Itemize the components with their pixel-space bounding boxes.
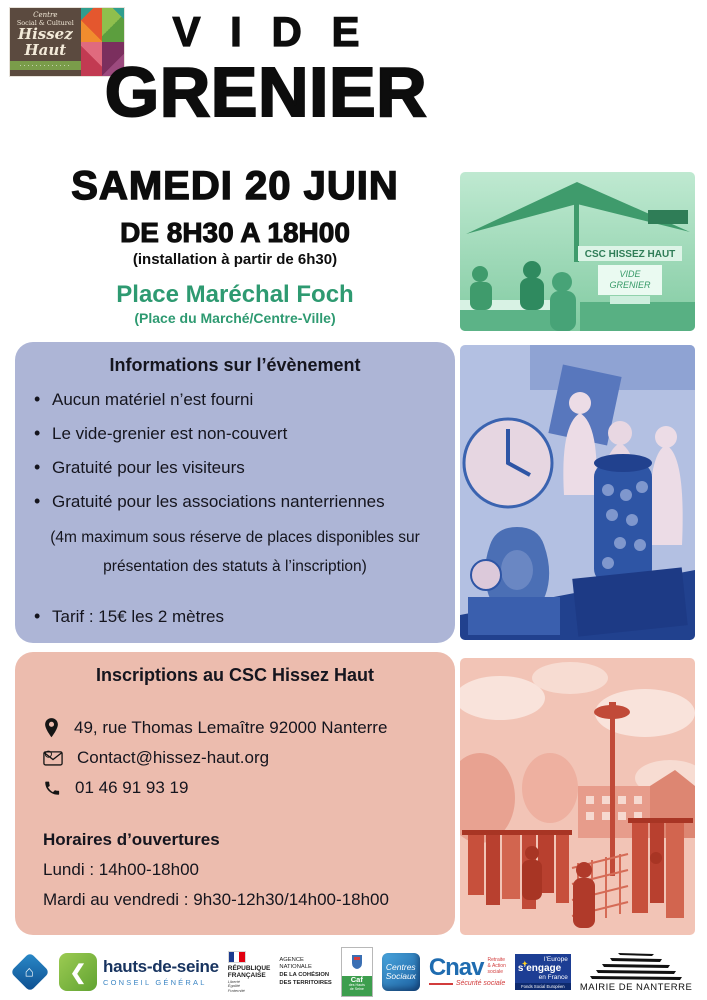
person-head bbox=[650, 852, 662, 864]
dark-box bbox=[572, 567, 687, 636]
person-head bbox=[523, 261, 541, 279]
small-clock bbox=[471, 560, 501, 590]
info-bullet-visiteurs: • Gratuité pour les visiteurs bbox=[15, 458, 443, 478]
clothes-rack-right bbox=[628, 818, 693, 918]
photo-market-red-art bbox=[460, 658, 695, 935]
event-installation-note: (installation à partir de 6h30) bbox=[132, 251, 338, 268]
eu-line2: ✦ s’engage bbox=[518, 963, 568, 974]
rf-motto1: Liberté bbox=[227, 978, 241, 984]
cloud bbox=[532, 662, 608, 694]
person-head bbox=[576, 862, 592, 878]
info-bullet-list bbox=[15, 390, 455, 512]
event-time: DE 8H30 A 18H00 bbox=[120, 217, 350, 248]
event-info-box bbox=[15, 342, 455, 643]
info-bullet-associations: • Gratuité pour les associations nanterriennes bbox=[15, 492, 443, 512]
associations-note bbox=[29, 524, 441, 581]
email-row bbox=[43, 746, 455, 770]
phone-text: 01 46 91 93 19 bbox=[75, 778, 189, 797]
rf-motto2: Égalité bbox=[227, 983, 241, 989]
person-head bbox=[472, 266, 488, 282]
cnav-tag1: Retraite bbox=[487, 956, 506, 963]
nanterre-label: MAIRIE DE NANTERRE bbox=[579, 981, 693, 993]
phone-row bbox=[43, 776, 455, 800]
caf-sub1: des Hauts bbox=[348, 983, 365, 988]
photo-market-green bbox=[460, 172, 695, 331]
rf-motto3: Fraternité bbox=[227, 987, 245, 993]
tree bbox=[522, 753, 578, 823]
cs-line2: Sociaux bbox=[385, 971, 416, 981]
anct-line3: DE LA COHÉSION bbox=[279, 972, 330, 978]
email-icon bbox=[43, 750, 63, 766]
contact-block bbox=[43, 716, 455, 800]
rf-line2: FRANÇAISE bbox=[227, 972, 266, 980]
cnav-rule bbox=[429, 983, 453, 985]
banner-vg-line1: VIDE bbox=[619, 269, 641, 279]
cnav-tags bbox=[488, 957, 506, 976]
opening-hours-title: Horaires d’ouvertures bbox=[43, 830, 220, 849]
cnav-tag2: & Action bbox=[487, 962, 506, 969]
europe-sengage-logo bbox=[515, 954, 571, 990]
date-block bbox=[0, 164, 470, 326]
event-date: SAMEDI 20 JUIN bbox=[71, 164, 399, 208]
habitat-diamond-icon bbox=[10, 952, 50, 992]
photo-statues-blue-art bbox=[460, 345, 695, 640]
logo-org-line2: Social & Culturel bbox=[16, 18, 74, 27]
photo-market-red bbox=[460, 658, 695, 935]
opening-hours-block bbox=[43, 830, 455, 910]
rf-line1: RÉPUBLIQUE bbox=[227, 964, 271, 972]
hauts-de-seine-conseil-general-logo bbox=[59, 953, 219, 991]
partner-logo-strip bbox=[0, 944, 707, 1000]
photo-market-green-art bbox=[460, 172, 695, 331]
title-block bbox=[0, 8, 532, 132]
europe-box bbox=[515, 954, 571, 990]
info-bullet-non-couvert: • Le vide-grenier est non-couvert bbox=[15, 424, 443, 444]
tray bbox=[468, 597, 560, 635]
banner-vg-line2: GRENIER bbox=[609, 280, 651, 290]
hds-name: hauts-de-seine bbox=[103, 956, 219, 976]
hours-tue-fri: Mardi au vendredi : 9h30-12h30/14h00-18h00 bbox=[43, 890, 389, 909]
cnav-tag3: sociale bbox=[487, 969, 504, 976]
mairie-de-nanterre-logo bbox=[580, 952, 692, 993]
eu-band: Fonds Social Européen bbox=[515, 983, 571, 990]
inscription-box bbox=[15, 652, 455, 935]
info-bullet-tarif: • Tarif : 15€ les 2 mètres bbox=[15, 607, 443, 627]
hours-monday: Lundi : 14h00-18h00 bbox=[43, 860, 199, 879]
tarif-list bbox=[15, 607, 455, 627]
email-text: Contact@hissez-haut.org bbox=[77, 748, 270, 767]
title-vide: V I D E bbox=[172, 8, 369, 55]
title-grenier: GRENIER bbox=[104, 53, 428, 132]
cnav-logo bbox=[428, 953, 506, 988]
phone-icon bbox=[43, 779, 61, 797]
chevron-icon: ❮ bbox=[59, 953, 97, 991]
centres-sociaux-logo bbox=[382, 953, 420, 991]
anct-line2: NATIONALE bbox=[279, 964, 312, 971]
address-text: 49, rue Thomas Lemaître 92000 Nanterre bbox=[74, 718, 388, 737]
event-place: Place Maréchal Foch bbox=[116, 281, 354, 308]
caf-name: Caf bbox=[350, 975, 363, 984]
caf-card bbox=[341, 947, 373, 997]
logo-org-line1: Centre bbox=[33, 11, 58, 19]
address-row bbox=[43, 716, 455, 740]
logo-name-line2: Haut bbox=[24, 40, 67, 59]
banner-csc-text: CSC HISSEZ HAUT bbox=[584, 249, 676, 260]
logo-name-line1: Hissez bbox=[17, 25, 73, 44]
eu-line1: l’Europe bbox=[544, 956, 568, 963]
caf-crest-icon bbox=[342, 948, 372, 976]
french-flag-icon bbox=[228, 951, 246, 963]
republique-francaise-logo bbox=[228, 951, 271, 994]
info-box-title: Informations sur l’évènement bbox=[109, 355, 361, 375]
associations-note-line2: présentation des statuts à l’inscription) bbox=[103, 557, 367, 575]
vase-patterned bbox=[594, 454, 652, 583]
event-place-detail: (Place du Marché/Centre-Ville) bbox=[134, 310, 336, 326]
person-head bbox=[525, 846, 539, 860]
caf-hauts-de-seine-logo bbox=[341, 947, 373, 997]
anct-logo bbox=[279, 957, 331, 987]
hds-subtitle: CONSEIL GÉNÉRAL bbox=[103, 977, 207, 987]
person-head bbox=[552, 272, 572, 292]
info-bullet-materiel: • Aucun matériel n’est fourni bbox=[15, 390, 443, 410]
anct-line1: AGENCE bbox=[279, 956, 304, 963]
anct-line4: DES TERRITOIRES bbox=[279, 979, 332, 986]
map-pin-icon bbox=[43, 717, 60, 739]
associations-note-line1: (4m maximum sous réserve de places disponibles sur bbox=[50, 529, 420, 546]
caf-green-band bbox=[342, 976, 372, 996]
nanterre-stripes-icon bbox=[588, 952, 684, 980]
cnav-tagline: Sécurité sociale bbox=[455, 980, 506, 988]
hauts-de-seine-habitat-logo bbox=[10, 952, 50, 992]
cnav-name: Cnav bbox=[428, 953, 484, 981]
centres-sociaux-square bbox=[382, 953, 420, 991]
cs-line1: Centres bbox=[385, 961, 416, 972]
eu-line3: en France bbox=[538, 974, 568, 981]
inscription-box-title: Inscriptions au CSC Hissez Haut bbox=[95, 665, 375, 685]
house-icon: ⌂ bbox=[25, 963, 35, 981]
photo-statues-blue bbox=[460, 345, 695, 640]
caf-sub2: de Seine bbox=[349, 987, 364, 992]
